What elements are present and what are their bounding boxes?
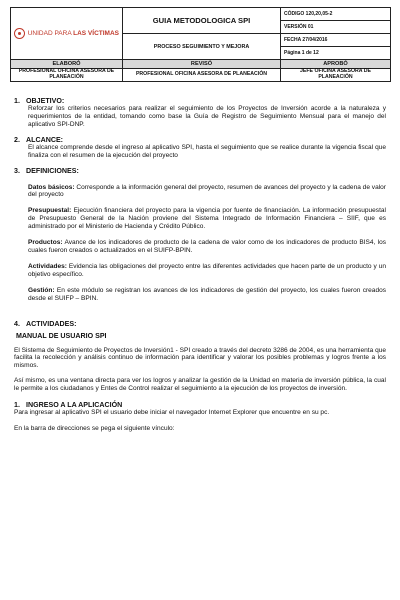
definition-datos-basicos: Datos básicos: Corresponde a la información general del proyecto, resumen de avances del proyecto y la cadena de valor del proyecto <box>28 183 386 199</box>
manual-title: MANUAL DE USUARIO SPI <box>16 331 107 340</box>
definition-presupuestal: Presupuestal: Ejecución financiera del proyecto para la vigencia por fuente de financiación. La información presupuestal de Presupuesto General de la Nación proviene del Sistema Integrado de Información Financiera – SIIF, que es administrado por el Ministerio de Hacienda y Crédito Público. <box>28 207 386 231</box>
reviso-label: REVISÓ <box>123 60 281 69</box>
document-date: FECHA 27/04/2016 <box>281 34 391 47</box>
unidad-victimas-logo <box>14 28 119 39</box>
aprobo-value: JEFE OFICINA ASESORA DE PLANEACIÓN <box>281 69 391 82</box>
alcance-text: El alcance comprende desde el ingreso al aplicativo SPI, hasta el seguimiento que se realice durante la vigencia fiscal que finaliza con el resumen de la ejecución del proyecto <box>28 143 386 159</box>
document-body <box>14 97 386 433</box>
colombia-seal-icon <box>14 28 25 39</box>
section-alcance-heading: 2. ALCANCE: <box>14 135 64 144</box>
process-name: PROCESO SEGUIMIENTO Y MEJORA <box>123 34 281 60</box>
document-code: CÓDIGO 120,20,05-2 <box>281 8 391 21</box>
page-number: Página 1 de 12 <box>281 47 391 60</box>
objetivo-text: Reforzar los criterios necesarios para realizar el seguimiento de los Proyectos de Inversión acorde a la naturaleza y requerimientos de la entidad, tomando como base la Guía de Registro de Seguimiento Mensual para el manejo del aplicativo SPI-DNP. <box>28 105 386 128</box>
elaboro-value: PROFESIONAL OFICINA ASESORA DE PLANEACIÓN <box>11 69 123 82</box>
manual-paragraph-1: El Sistema de Seguimiento de Proyectos de Inversión1 - SPI creado a través del decreto 3286 de 2004, es una herramienta que facilita la recolección y análisis continuo de información para identificar y valorar los posibles problemas y logros frente a los mismos. <box>14 346 386 370</box>
ingreso-text: Para ingresar al aplicativo SPI el usuario debe iniciar el navegador Internet Explorer que encuentre en su pc. <box>14 409 330 417</box>
logo-cell <box>11 8 123 60</box>
logo-text: UNIDAD PARA LAS VÍCTIMAS <box>27 30 119 37</box>
barra-direcciones-text: En la barra de direcciones se pega el siguiente vínculo: <box>14 424 175 432</box>
manual-paragraph-2: Así mismo, es una ventana directa para ver los logros y analizar la gestión de la Unidad en materia de inversión pública, la cual le permite a los ciudadanos y Entes de Control realizar el seguimiento a la ejecución de los proyectos de inversión. <box>14 377 386 393</box>
aprobo-label: APROBÓ <box>281 60 391 69</box>
section-objetivo-heading: 1. OBJETIVO: <box>14 97 65 105</box>
definition-productos: Productos: Avance de los indicadores de producto de la cadena de valor como de los indicadores de producto BIS4, los cuales fueron creados o actualizados en el SUIFP-BPIN. <box>28 239 386 254</box>
document-title: GUIA METODOLOGICA SPI <box>123 8 281 34</box>
reviso-value: PROFESIONAL OFICINA ASESORA DE PLANEACIÓN <box>123 69 281 82</box>
ingreso-heading: 1. INGRESO A LA APLICACIÓN <box>14 401 123 410</box>
section-definiciones-heading: 3. DEFINICIONES: <box>14 166 79 175</box>
definition-actividades: Actividades: Evidencia las obligaciones del proyecto entre las diferentes actividades que hacen parte de un producto y un objetivo específico. <box>28 262 386 278</box>
document-header-table <box>10 7 391 82</box>
section-actividades-heading: 4. ACTIVIDADES: <box>14 319 77 328</box>
definition-gestion: Gestión: En este módulo se registran los avances de los indicadores de gestión del proyecto, los cuales fueron creados desde el SUIFP – BPIN. <box>28 286 386 302</box>
document-version: VERSIÓN 01 <box>281 21 391 34</box>
elaboro-label: ELABORÓ <box>11 60 123 69</box>
